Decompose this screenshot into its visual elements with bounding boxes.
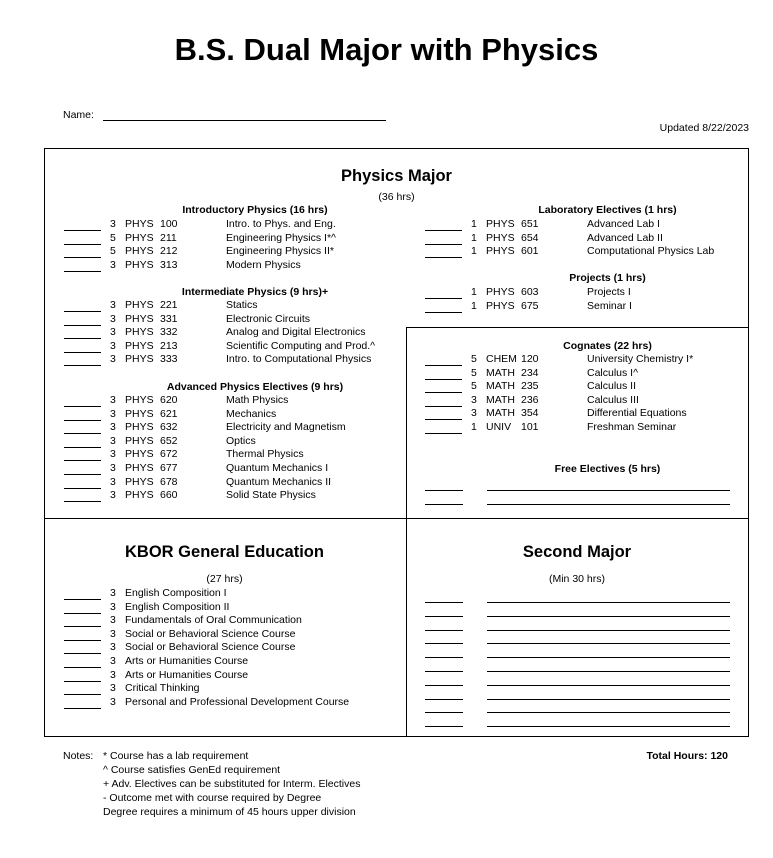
course-dept: PHYS xyxy=(125,339,154,352)
course-dept: PHYS xyxy=(125,407,154,420)
course-row xyxy=(64,313,384,327)
course-hours: 3 xyxy=(110,614,116,627)
kbor-title: KBOR General Education xyxy=(125,543,324,561)
course-number: 100 xyxy=(160,218,178,230)
course-name: Engineering Physics II* xyxy=(226,245,334,258)
course-row xyxy=(425,286,745,300)
course-number: 621 xyxy=(160,407,178,420)
gened-row xyxy=(64,587,384,601)
course-name: Quantum Mechanics I xyxy=(226,462,329,474)
course-dept: PHYS xyxy=(125,218,154,230)
course-number: 632 xyxy=(160,421,178,434)
course-dept: MATH xyxy=(486,380,515,393)
course-number: 654 xyxy=(521,231,539,244)
course-row xyxy=(425,421,745,435)
blank-course-row xyxy=(425,478,735,492)
course-dept: MATH xyxy=(486,366,515,379)
course-row xyxy=(64,448,384,462)
course-dept: PHYS xyxy=(486,299,515,312)
course-hours: 3 xyxy=(110,258,116,271)
course-number: 120 xyxy=(521,353,539,365)
physics-major-hours: (36 hrs) xyxy=(378,191,415,203)
note-line: + Adv. Electives can be substituted for Interm. Electives xyxy=(103,778,361,790)
blank-course-row xyxy=(425,700,735,714)
course-hours: 3 xyxy=(110,627,116,640)
gened-row xyxy=(64,614,384,628)
physics-major-title: Physics Major xyxy=(341,167,452,185)
course-hours: 5 xyxy=(471,366,477,379)
course-number: 331 xyxy=(160,312,178,325)
note-line: * Course has a lab requirement xyxy=(103,750,249,762)
course-hours: 3 xyxy=(110,299,116,311)
course-name: Critical Thinking xyxy=(125,682,200,695)
course-row xyxy=(64,326,384,340)
course-hours: 1 xyxy=(471,245,477,258)
course-number: 332 xyxy=(160,326,178,339)
course-name: Electricity and Magnetism xyxy=(226,421,346,434)
course-number: 236 xyxy=(521,393,539,406)
course-name: Freshman Seminar xyxy=(587,421,677,433)
course-name: Advanced Lab I xyxy=(587,218,660,230)
course-dept: PHYS xyxy=(486,218,515,230)
course-name: Mechanics xyxy=(226,407,277,420)
course-name: Advanced Lab II xyxy=(587,231,663,244)
course-dept: PHYS xyxy=(125,434,154,447)
note-line: ^ Course satisfies GenEd requirement xyxy=(103,764,281,776)
course-dept: PHYS xyxy=(125,299,154,311)
course-name: Calculus II xyxy=(587,380,637,393)
course-number: 212 xyxy=(160,245,178,258)
course-name: Quantum Mechanics II xyxy=(226,475,332,488)
hours-blank[interactable] xyxy=(425,490,463,491)
course-row xyxy=(64,245,384,259)
course-number: 234 xyxy=(521,366,539,379)
divider-cognates xyxy=(406,327,749,328)
course-hours: 1 xyxy=(471,299,477,312)
divider-horizontal xyxy=(45,518,749,519)
lab-electives-heading: Laboratory Electives (1 hrs) xyxy=(538,204,677,216)
course-name: Thermal Physics xyxy=(226,448,304,461)
second-major-hours: (Min 30 hrs) xyxy=(548,573,605,585)
course-name: Calculus III xyxy=(587,393,639,406)
course-number: 660 xyxy=(160,489,178,502)
course-row xyxy=(64,462,384,476)
course-row xyxy=(64,408,384,422)
course-dept: PHYS xyxy=(125,353,154,366)
course-hours: 3 xyxy=(471,393,477,406)
page-title: B.S. Dual Major with Physics xyxy=(174,32,599,67)
course-number: 235 xyxy=(521,380,539,393)
gened-row xyxy=(64,641,384,655)
course-row xyxy=(425,218,745,232)
course-hours: 1 xyxy=(471,218,477,230)
course-name: English Composition I xyxy=(125,587,227,599)
course-number: 333 xyxy=(160,353,178,366)
course-name: Fundamentals of Oral Communication xyxy=(125,614,302,627)
course-name: Social or Behavioral Science Course xyxy=(125,627,296,640)
course-number: 313 xyxy=(160,258,178,271)
course-hours: 1 xyxy=(471,421,477,433)
course-hours: 3 xyxy=(110,218,116,230)
blank-course-row xyxy=(425,714,735,728)
course-hours: 5 xyxy=(110,231,116,244)
course-number: 678 xyxy=(160,475,178,488)
course-dept: PHYS xyxy=(125,245,154,258)
blank-course-row xyxy=(425,659,735,673)
course-dept: PHYS xyxy=(125,258,154,271)
gened-row xyxy=(64,696,384,710)
course-row xyxy=(64,489,384,503)
course-hours: 3 xyxy=(110,462,116,474)
blank-course-row xyxy=(425,618,735,632)
course-hours: 3 xyxy=(110,600,116,613)
course-row xyxy=(425,394,745,408)
blank-course-row xyxy=(425,687,735,701)
course-dept: PHYS xyxy=(486,245,515,258)
blank-course-row xyxy=(425,631,735,645)
course-row xyxy=(64,435,384,449)
course-number: 677 xyxy=(160,462,178,474)
course-row xyxy=(425,407,745,421)
course-dept: CHEM xyxy=(486,353,517,365)
course-blank[interactable] xyxy=(487,726,730,727)
course-dept: PHYS xyxy=(125,462,154,474)
blank-course-row xyxy=(425,673,735,687)
grade-blank[interactable] xyxy=(64,501,101,502)
name-label: Name: xyxy=(63,109,94,121)
course-name: Solid State Physics xyxy=(226,489,316,502)
course-number: 620 xyxy=(160,394,178,406)
course-number: 601 xyxy=(521,245,539,258)
course-hours: 3 xyxy=(110,312,116,325)
course-name: Projects I xyxy=(587,286,631,298)
course-name: Math Physics xyxy=(226,394,289,406)
course-hours: 3 xyxy=(110,326,116,339)
course-row xyxy=(425,380,745,394)
blank-course-row xyxy=(425,604,735,618)
course-name: English Composition II xyxy=(125,600,230,613)
course-hours: 3 xyxy=(110,394,116,406)
blank-course-row xyxy=(425,492,735,506)
course-dept: PHYS xyxy=(125,448,154,461)
second-major-title: Second Major xyxy=(522,543,632,561)
course-row xyxy=(64,299,384,313)
course-hours: 5 xyxy=(471,353,477,365)
note-line: Degree requires a minimum of 45 hours upper division xyxy=(103,806,356,818)
course-row xyxy=(64,340,384,354)
course-number: 213 xyxy=(160,339,178,352)
course-hours: 1 xyxy=(471,231,477,244)
course-number: 211 xyxy=(160,231,177,244)
course-name: Statics xyxy=(226,299,258,311)
course-dept: PHYS xyxy=(486,286,515,298)
grade-blank[interactable] xyxy=(425,312,462,313)
course-row xyxy=(425,232,745,246)
course-hours: 3 xyxy=(110,489,116,502)
course-hours: 3 xyxy=(110,587,116,599)
course-row xyxy=(425,367,745,381)
course-name: Calculus I^ xyxy=(587,366,639,379)
course-hours: 5 xyxy=(110,245,116,258)
course-dept: PHYS xyxy=(125,421,154,434)
course-row xyxy=(64,421,384,435)
course-hours: 3 xyxy=(110,407,116,420)
course-name: Arts or Humanities Course xyxy=(125,655,249,667)
course-hours: 3 xyxy=(110,695,116,708)
course-number: 675 xyxy=(521,299,539,312)
course-row xyxy=(64,232,384,246)
course-name: Scientific Computing and Prod.^ xyxy=(226,339,376,352)
course-name: Optics xyxy=(226,434,256,447)
hours-blank[interactable] xyxy=(425,504,463,505)
course-number: 652 xyxy=(160,434,178,447)
notes-label: Notes: xyxy=(63,750,94,762)
course-dept: PHYS xyxy=(125,326,154,339)
grade-blank[interactable] xyxy=(425,257,462,258)
course-blank[interactable] xyxy=(487,490,730,491)
hours-blank[interactable] xyxy=(425,726,463,727)
course-hours: 3 xyxy=(110,434,116,447)
updated-date: Updated 8/22/2023 xyxy=(659,122,749,134)
course-name: Arts or Humanities Course xyxy=(125,668,249,681)
course-number: 672 xyxy=(160,448,178,461)
course-hours: 3 xyxy=(110,353,116,366)
course-number: 603 xyxy=(521,286,539,298)
gened-row xyxy=(64,682,384,696)
course-row xyxy=(64,218,384,232)
course-dept: PHYS xyxy=(125,394,154,406)
course-dept: PHYS xyxy=(125,312,154,325)
course-hours: 3 xyxy=(110,475,116,488)
course-name: Analog and Digital Electronics xyxy=(226,326,366,339)
course-name: Computational Physics Lab xyxy=(587,245,715,258)
total-hours: Total Hours: 120 xyxy=(646,750,728,762)
course-dept: MATH xyxy=(486,393,515,406)
course-dept: PHYS xyxy=(125,231,154,244)
course-hours: 3 xyxy=(110,448,116,461)
course-hours: 3 xyxy=(110,641,116,654)
course-name: Social or Behavioral Science Course xyxy=(125,641,296,654)
course-hours: 3 xyxy=(110,421,116,434)
course-row xyxy=(425,245,745,259)
cognates-heading: Cognates (22 hrs) xyxy=(563,340,652,352)
blank-course-row xyxy=(425,645,735,659)
course-name: Modern Physics xyxy=(226,258,301,271)
course-name: Seminar I xyxy=(587,299,632,312)
intro-physics-heading: Introductory Physics (16 hrs) xyxy=(182,204,328,216)
grade-blank[interactable] xyxy=(64,271,101,272)
name-field[interactable] xyxy=(103,120,386,121)
gened-row xyxy=(64,601,384,615)
gened-row xyxy=(64,669,384,683)
course-name: Differential Equations xyxy=(587,407,687,420)
grade-blank[interactable] xyxy=(64,708,101,709)
course-row xyxy=(64,353,384,367)
course-row xyxy=(64,394,384,408)
grade-blank[interactable] xyxy=(64,365,101,366)
course-number: 651 xyxy=(521,218,539,230)
gened-row xyxy=(64,655,384,669)
intermediate-physics-heading: Intermediate Physics (9 hrs)+ xyxy=(181,286,329,298)
course-hours: 5 xyxy=(471,380,477,393)
course-row xyxy=(425,300,745,314)
course-number: 354 xyxy=(521,407,539,420)
course-name: Intro. to Phys. and Eng. xyxy=(226,218,336,230)
course-hours: 3 xyxy=(110,339,116,352)
projects-heading: Projects (1 hrs) xyxy=(569,272,646,284)
gened-row xyxy=(64,628,384,642)
course-hours: 3 xyxy=(110,655,116,667)
grade-blank[interactable] xyxy=(425,433,462,434)
kbor-hours: (27 hrs) xyxy=(206,573,243,585)
course-dept: MATH xyxy=(486,407,515,420)
course-hours: 3 xyxy=(110,668,116,681)
course-dept: PHYS xyxy=(486,231,515,244)
advanced-electives-heading: Advanced Physics Electives (9 hrs) xyxy=(166,381,344,393)
course-hours: 3 xyxy=(110,682,116,695)
course-name: Engineering Physics I*^ xyxy=(226,231,336,244)
course-dept: PHYS xyxy=(125,489,154,502)
course-hours: 1 xyxy=(471,286,477,298)
course-name: Electronic Circuits xyxy=(226,312,311,325)
course-dept: PHYS xyxy=(125,475,154,488)
course-dept: UNIV xyxy=(486,421,512,433)
course-number: 101 xyxy=(521,421,539,433)
course-number: 221 xyxy=(160,299,178,311)
course-row xyxy=(64,259,384,273)
blank-course-row xyxy=(425,590,735,604)
note-line: - Outcome met with course required by Degree xyxy=(103,792,322,804)
course-name: Intro. to Computational Physics xyxy=(226,353,372,366)
course-hours: 3 xyxy=(471,407,477,420)
course-row xyxy=(64,476,384,490)
free-electives-heading: Free Electives (5 hrs) xyxy=(554,463,661,475)
course-name: Personal and Professional Development Course xyxy=(125,695,350,708)
course-blank[interactable] xyxy=(487,504,730,505)
course-row xyxy=(425,353,745,367)
course-name: University Chemistry I* xyxy=(587,353,694,365)
